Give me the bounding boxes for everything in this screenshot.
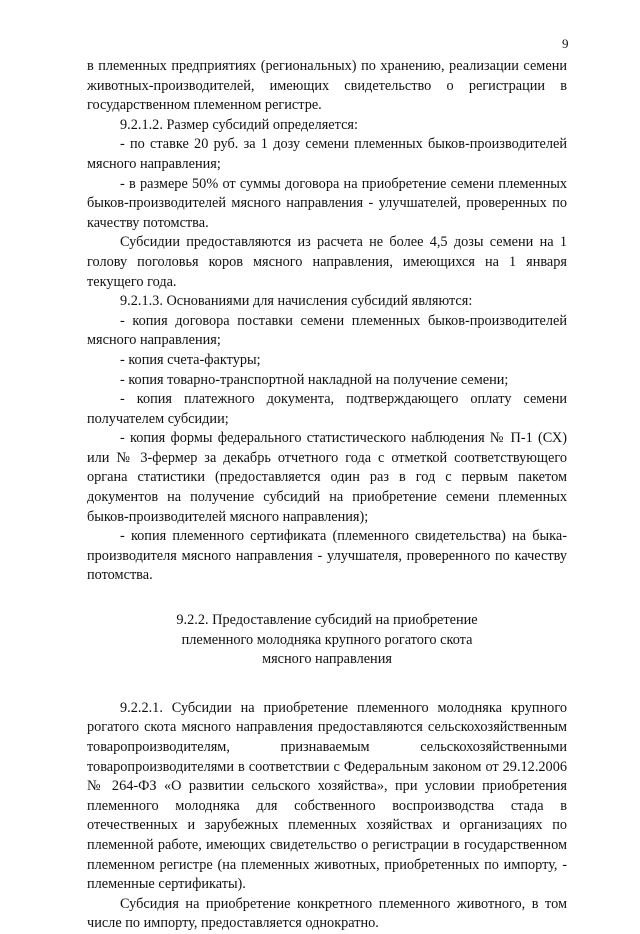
section-heading-line: племенного молодняка крупного рогатого скота <box>181 631 473 648</box>
paragraph: - копия племенного сертификата (племенного свидетельства) на быка-производителя мясного направления - улучшателя, проверенного по качеству потомства. <box>87 528 567 584</box>
paragraph: - копия формы федерального статистического наблюдения № П-1 (СХ) или № 3-фермер за декабрь отчетного года с отметкой соответствующего органа статистики (предоставляется один раз в год с первым пакетом документов на получение субсидий на приобретение семени племенных быков-производителей мясного направления); <box>87 430 567 525</box>
paragraph: Субсидии предоставляются из расчета не более 4,5 дозы семени на 1 голову поголовья коров мясного направления, имеющихся на 1 января текущего года. <box>87 234 567 290</box>
paragraph: 9.2.2.1. Субсидии на приобретение племенного молодняка крупного рогатого скота мясного направления предоставляются сельскохозяйственным товаропроизводителям, признаваемым сельскохозяйственными товаропроизводителями в соответствии с Федеральным законом от 29.12.2006 № 264-ФЗ «О развитии сельского хозяйства», при условии приобретения племенного молодняка для собственного воспроизводства стада в отечественных и зарубежных племенных хозяйствах и организациях по племенной работе, имеющих свидетельство о регистрации в государственном племенном регистре (на племенных животных, приобретенных по импорту, - племенные сертификаты). <box>87 699 567 893</box>
section-9-2-1-text <box>87 57 567 586</box>
paragraph: - по ставке 20 руб. за 1 дозу семени племенных быков-производителей мясного направления; <box>87 136 567 172</box>
section-heading-9-2-2 <box>87 611 567 670</box>
document-body <box>87 57 567 934</box>
section-heading-line: 9.2.2. Предоставление субсидий на приобретение <box>176 612 478 629</box>
paragraph: Субсидия на приобретение конкретного племенного животного, в том числе по импорту, предоставляется однократно. <box>87 895 567 932</box>
paragraph: 9.2.1.3. Основаниями для начисления субсидий являются: <box>120 293 473 310</box>
section-heading-line: мясного направления <box>262 651 392 668</box>
paragraph: 9.2.1.2. Размер субсидий определяется: <box>120 116 358 133</box>
paragraph: в племенных предприятиях (региональных) по хранению, реализации семени животных-производителей, имеющих свидетельство о регистрации в государственном племенном регистре. <box>87 58 567 114</box>
paragraph: - копия товарно-транспортной накладной на получение семени; <box>120 371 509 388</box>
paragraph: - копия счета-фактуры; <box>120 351 261 368</box>
paragraph: - копия договора поставки семени племенных быков-производителей мясного направления; <box>87 312 567 349</box>
paragraph: - копия платежного документа, подтверждающего оплату семени получателем субсидии; <box>87 391 567 427</box>
section-9-2-2-text <box>87 699 567 934</box>
paragraph: - в размере 50% от суммы договора на приобретение семени племенных быков-производителей мясного направления - улучшателей, проверенных по качеству потомства. <box>87 175 567 231</box>
page-number: 9 <box>562 36 569 51</box>
